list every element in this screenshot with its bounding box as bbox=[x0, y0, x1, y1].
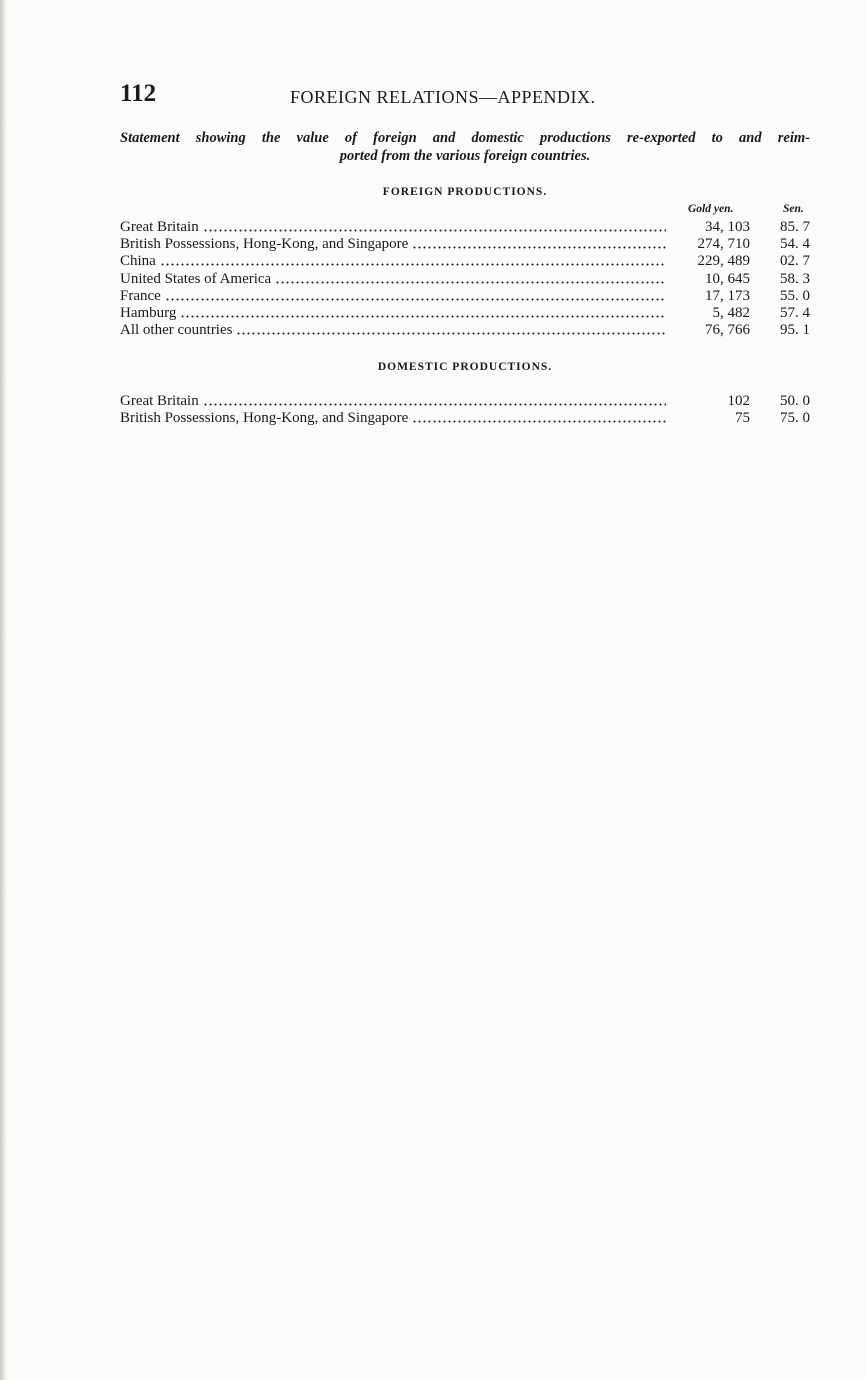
table-row bbox=[120, 253, 810, 270]
row-gold-yen: 274, 710 bbox=[697, 236, 750, 253]
table-row bbox=[120, 393, 810, 410]
row-sen: 54. 4 bbox=[780, 236, 810, 253]
foreign-productions-heading: FOREIGN PRODUCTIONS. bbox=[382, 186, 548, 198]
row-country: China bbox=[120, 253, 156, 270]
column-header-gold-yen: Gold yen. bbox=[688, 203, 734, 215]
row-country: France bbox=[120, 287, 161, 304]
row-gold-yen: 75 bbox=[735, 410, 750, 427]
column-header-sen: Sen. bbox=[783, 203, 804, 215]
caption-line-2: ported from the various foreign countries. bbox=[339, 148, 591, 164]
row-sen: 85. 7 bbox=[780, 219, 810, 235]
dot-leader bbox=[180, 315, 666, 318]
dot-leader bbox=[236, 332, 666, 335]
row-country: British Possessions, Hong-Kong, and Singapore bbox=[120, 410, 409, 427]
table-row bbox=[120, 288, 810, 305]
row-country: Great Britain bbox=[120, 393, 199, 409]
dot-leader bbox=[412, 420, 666, 423]
row-sen: 75. 0 bbox=[780, 410, 810, 427]
row-country: United States of America bbox=[120, 270, 272, 287]
table-row bbox=[120, 322, 810, 339]
row-gold-yen: 76, 766 bbox=[705, 322, 750, 339]
table-row bbox=[120, 271, 810, 288]
dot-leader bbox=[160, 263, 666, 266]
row-gold-yen: 229, 489 bbox=[697, 253, 750, 270]
row-gold-yen: 102 bbox=[727, 393, 750, 409]
row-gold-yen: 10, 645 bbox=[705, 270, 750, 287]
row-sen: 58. 3 bbox=[780, 270, 810, 287]
row-gold-yen: 34, 103 bbox=[705, 219, 750, 235]
row-gold-yen: 5, 482 bbox=[712, 304, 750, 321]
page-number: 112 bbox=[120, 80, 157, 107]
row-sen: 55. 0 bbox=[780, 287, 810, 304]
caption-line-1: Statement showing the value of foreign and domestic productions re-exported to and reim- bbox=[120, 130, 810, 146]
foreign-productions-table bbox=[120, 219, 810, 339]
dot-leader bbox=[203, 403, 666, 406]
row-country: Great Britain bbox=[120, 219, 199, 235]
dot-leader bbox=[412, 246, 666, 249]
table-caption bbox=[120, 129, 810, 165]
page-binding-edge bbox=[0, 0, 7, 1380]
row-country: Hamburg bbox=[120, 304, 177, 321]
table-row bbox=[120, 305, 810, 322]
row-gold-yen: 17, 173 bbox=[705, 287, 750, 304]
row-country: British Possessions, Hong-Kong, and Singapore bbox=[120, 236, 409, 253]
row-sen: 95. 1 bbox=[780, 322, 810, 339]
dot-leader bbox=[275, 281, 666, 284]
table-row bbox=[120, 219, 810, 236]
domestic-productions-table bbox=[120, 393, 810, 427]
row-sen: 50. 0 bbox=[780, 393, 810, 409]
table-row bbox=[120, 236, 810, 253]
dot-leader bbox=[203, 229, 666, 232]
running-head: FOREIGN RELATIONS—APPENDIX. bbox=[290, 87, 596, 107]
row-sen: 02. 7 bbox=[780, 253, 810, 270]
row-country: All other countries bbox=[120, 322, 233, 339]
table-row bbox=[120, 410, 810, 427]
row-sen: 57. 4 bbox=[780, 304, 810, 321]
domestic-productions-heading: DOMESTIC PRODUCTIONS. bbox=[377, 361, 553, 373]
dot-leader bbox=[165, 298, 666, 301]
